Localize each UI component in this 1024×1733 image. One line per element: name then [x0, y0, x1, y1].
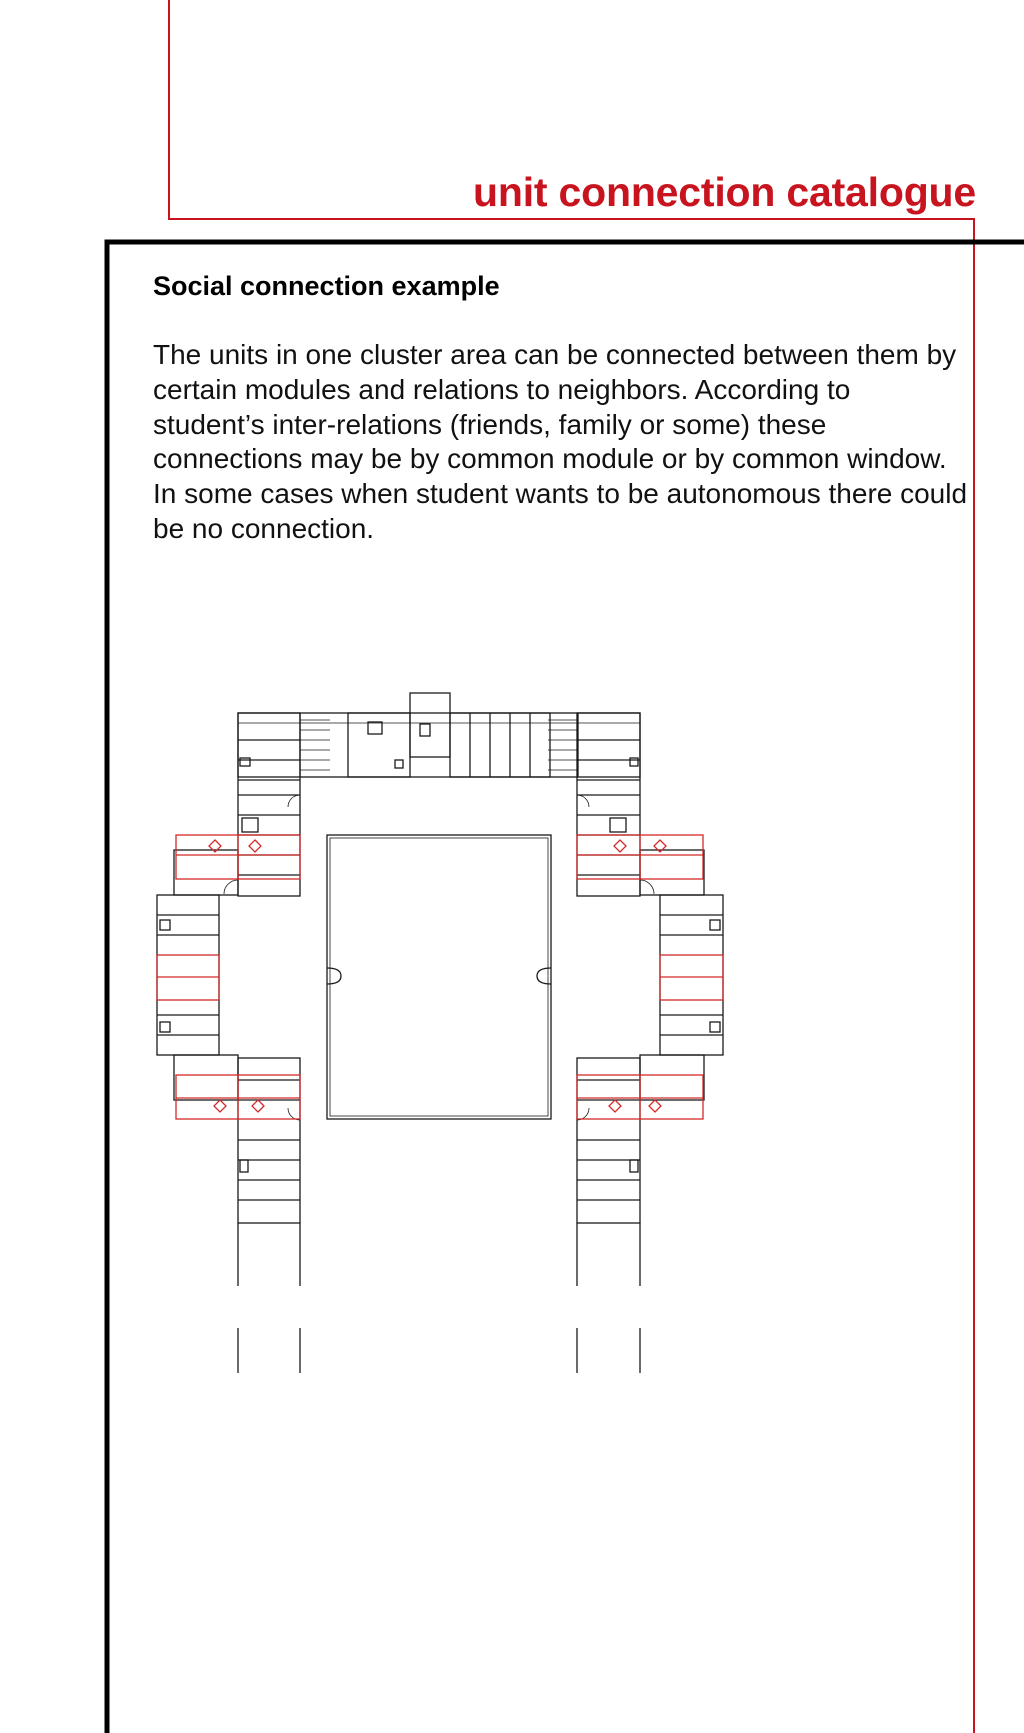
- plan-black-lines: [157, 693, 723, 1373]
- section-body-text: The units in one cluster area can be connected between them by certain modules and relations to neighbors. According to student’s inter-relations (friends, family or some) these connections may be by common module or by common window. In some cases when student wants to be autonomous there could be no connection.: [153, 339, 968, 544]
- connection-highlights: [157, 835, 723, 1119]
- right-side-wing: [660, 895, 723, 1055]
- left-side-wing: [157, 895, 219, 1055]
- courtyard: [327, 835, 551, 1119]
- page-title: unit connection catalogue: [473, 169, 976, 215]
- section-heading: Social connection example: [153, 271, 500, 301]
